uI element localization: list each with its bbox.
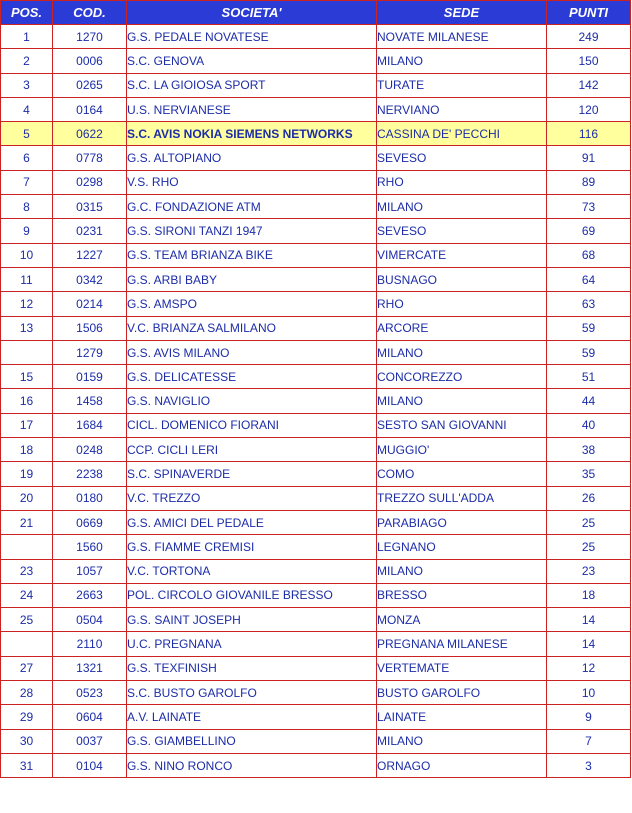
cell-cod: 0231	[53, 219, 127, 243]
cell-cod: 0248	[53, 438, 127, 462]
cell-punti: 18	[547, 583, 631, 607]
cell-societa: G.S. FIAMME CREMISI	[127, 535, 377, 559]
cell-societa: G.S. DELICATESSE	[127, 365, 377, 389]
cell-punti: 26	[547, 486, 631, 510]
cell-cod: 1057	[53, 559, 127, 583]
cell-sede: TURATE	[377, 73, 547, 97]
table-row	[1, 535, 631, 559]
cell-societa: G.S. AMICI DEL PEDALE	[127, 510, 377, 534]
cell-cod: 0342	[53, 267, 127, 291]
cell-cod: 0523	[53, 681, 127, 705]
cell-punti: 142	[547, 73, 631, 97]
table-row	[1, 510, 631, 534]
cell-sede: BUSTO GAROLFO	[377, 681, 547, 705]
cell-societa: G.S. SIRONI TANZI 1947	[127, 219, 377, 243]
table-header	[1, 1, 631, 25]
cell-sede: MILANO	[377, 49, 547, 73]
cell-cod: 0504	[53, 608, 127, 632]
cell-pos: 18	[1, 438, 53, 462]
cell-societa: V.C. BRIANZA SALMILANO	[127, 316, 377, 340]
cell-cod: 0164	[53, 97, 127, 121]
table-row	[1, 122, 631, 146]
cell-punti: 51	[547, 365, 631, 389]
cell-sede: MILANO	[377, 559, 547, 583]
table-row	[1, 632, 631, 656]
cell-sede: MILANO	[377, 195, 547, 219]
cell-pos: 28	[1, 681, 53, 705]
cell-punti: 116	[547, 122, 631, 146]
table-row	[1, 219, 631, 243]
cell-sede: SEVESO	[377, 219, 547, 243]
cell-pos: 24	[1, 583, 53, 607]
cell-pos: 17	[1, 413, 53, 437]
cell-pos: 23	[1, 559, 53, 583]
cell-pos	[1, 340, 53, 364]
table-row	[1, 729, 631, 753]
cell-sede: ORNAGO	[377, 753, 547, 777]
cell-pos: 6	[1, 146, 53, 170]
cell-punti: 68	[547, 243, 631, 267]
cell-sede: LEGNANO	[377, 535, 547, 559]
cell-pos: 20	[1, 486, 53, 510]
cell-cod: 1684	[53, 413, 127, 437]
cell-punti: 35	[547, 462, 631, 486]
cell-punti: 14	[547, 632, 631, 656]
cell-sede: RHO	[377, 292, 547, 316]
cell-punti: 249	[547, 25, 631, 49]
cell-cod: 0604	[53, 705, 127, 729]
cell-societa: G.S. NINO RONCO	[127, 753, 377, 777]
header-row	[1, 1, 631, 25]
header-cod: COD.	[53, 1, 127, 25]
cell-sede: ARCORE	[377, 316, 547, 340]
cell-societa: G.S. SAINT JOSEPH	[127, 608, 377, 632]
cell-societa: S.C. SPINAVERDE	[127, 462, 377, 486]
cell-societa: G.S. TEAM BRIANZA BIKE	[127, 243, 377, 267]
cell-pos: 2	[1, 49, 53, 73]
cell-pos: 16	[1, 389, 53, 413]
cell-punti: 10	[547, 681, 631, 705]
table-row	[1, 583, 631, 607]
cell-pos	[1, 632, 53, 656]
header-punti: PUNTI	[547, 1, 631, 25]
cell-punti: 12	[547, 656, 631, 680]
cell-pos: 29	[1, 705, 53, 729]
cell-societa: G.C. FONDAZIONE ATM	[127, 195, 377, 219]
table-row	[1, 462, 631, 486]
cell-societa: S.C. BUSTO GAROLFO	[127, 681, 377, 705]
table-row	[1, 195, 631, 219]
cell-punti: 25	[547, 535, 631, 559]
cell-cod: 2238	[53, 462, 127, 486]
table-row	[1, 316, 631, 340]
cell-societa: CICL. DOMENICO FIORANI	[127, 413, 377, 437]
table-row	[1, 97, 631, 121]
cell-punti: 25	[547, 510, 631, 534]
header-sede: SEDE	[377, 1, 547, 25]
cell-societa: S.C. LA GIOIOSA SPORT	[127, 73, 377, 97]
cell-sede: SEVESO	[377, 146, 547, 170]
table-row	[1, 705, 631, 729]
cell-cod: 1560	[53, 535, 127, 559]
cell-societa: V.C. TREZZO	[127, 486, 377, 510]
table-row	[1, 340, 631, 364]
cell-sede: PREGNANA MILANESE	[377, 632, 547, 656]
cell-cod: 2663	[53, 583, 127, 607]
cell-societa: U.S. NERVIANESE	[127, 97, 377, 121]
table-row	[1, 389, 631, 413]
cell-cod: 0315	[53, 195, 127, 219]
cell-cod: 1227	[53, 243, 127, 267]
cell-societa: S.C. AVIS NOKIA SIEMENS NETWORKS	[127, 122, 377, 146]
table-body	[1, 25, 631, 778]
cell-punti: 14	[547, 608, 631, 632]
cell-punti: 40	[547, 413, 631, 437]
cell-punti: 91	[547, 146, 631, 170]
cell-punti: 44	[547, 389, 631, 413]
table-row	[1, 681, 631, 705]
table-row	[1, 292, 631, 316]
cell-punti: 64	[547, 267, 631, 291]
cell-pos: 13	[1, 316, 53, 340]
cell-sede: TREZZO SULL'ADDA	[377, 486, 547, 510]
cell-cod: 1506	[53, 316, 127, 340]
table-row	[1, 608, 631, 632]
cell-punti: 63	[547, 292, 631, 316]
cell-punti: 59	[547, 340, 631, 364]
cell-pos: 4	[1, 97, 53, 121]
cell-punti: 73	[547, 195, 631, 219]
table-row	[1, 365, 631, 389]
cell-sede: SESTO SAN GIOVANNI	[377, 413, 547, 437]
cell-sede: RHO	[377, 170, 547, 194]
cell-sede: LAINATE	[377, 705, 547, 729]
cell-societa: A.V. LAINATE	[127, 705, 377, 729]
cell-pos: 12	[1, 292, 53, 316]
cell-punti: 3	[547, 753, 631, 777]
cell-pos: 3	[1, 73, 53, 97]
cell-societa: G.S. AMSPO	[127, 292, 377, 316]
cell-sede: VERTEMATE	[377, 656, 547, 680]
cell-societa: G.S. TEXFINISH	[127, 656, 377, 680]
cell-sede: CONCOREZZO	[377, 365, 547, 389]
table-row	[1, 170, 631, 194]
cell-sede: NOVATE MILANESE	[377, 25, 547, 49]
cell-pos	[1, 535, 53, 559]
table-row	[1, 49, 631, 73]
cell-cod: 2110	[53, 632, 127, 656]
cell-pos: 9	[1, 219, 53, 243]
cell-pos: 21	[1, 510, 53, 534]
table-row	[1, 413, 631, 437]
table-row	[1, 753, 631, 777]
cell-sede: MONZA	[377, 608, 547, 632]
cell-sede: MILANO	[377, 729, 547, 753]
cell-sede: VIMERCATE	[377, 243, 547, 267]
header-societa: SOCIETA'	[127, 1, 377, 25]
cell-societa: CCP. CICLI LERI	[127, 438, 377, 462]
cell-societa: G.S. NAVIGLIO	[127, 389, 377, 413]
table-row	[1, 486, 631, 510]
cell-cod: 0214	[53, 292, 127, 316]
cell-pos: 7	[1, 170, 53, 194]
cell-cod: 0778	[53, 146, 127, 170]
cell-societa: V.S. RHO	[127, 170, 377, 194]
cell-societa: G.S. PEDALE NOVATESE	[127, 25, 377, 49]
cell-sede: MILANO	[377, 389, 547, 413]
cell-sede: NERVIANO	[377, 97, 547, 121]
header-pos: POS.	[1, 1, 53, 25]
cell-cod: 0265	[53, 73, 127, 97]
cell-societa: G.S. AVIS MILANO	[127, 340, 377, 364]
cell-societa: G.S. ALTOPIANO	[127, 146, 377, 170]
cell-cod: 0669	[53, 510, 127, 534]
cell-sede: MUGGIO'	[377, 438, 547, 462]
cell-punti: 9	[547, 705, 631, 729]
cell-punti: 23	[547, 559, 631, 583]
cell-pos: 10	[1, 243, 53, 267]
cell-sede: BUSNAGO	[377, 267, 547, 291]
cell-pos: 1	[1, 25, 53, 49]
cell-sede: PARABIAGO	[377, 510, 547, 534]
table-row	[1, 25, 631, 49]
cell-punti: 69	[547, 219, 631, 243]
cell-cod: 1270	[53, 25, 127, 49]
cell-cod: 0159	[53, 365, 127, 389]
cell-pos: 27	[1, 656, 53, 680]
cell-pos: 11	[1, 267, 53, 291]
table-row	[1, 243, 631, 267]
table-row	[1, 146, 631, 170]
cell-cod: 0006	[53, 49, 127, 73]
cell-societa: G.S. ARBI BABY	[127, 267, 377, 291]
cell-cod: 0622	[53, 122, 127, 146]
table-row	[1, 656, 631, 680]
cell-pos: 31	[1, 753, 53, 777]
cell-pos: 25	[1, 608, 53, 632]
cell-pos: 19	[1, 462, 53, 486]
table-row	[1, 559, 631, 583]
cell-punti: 150	[547, 49, 631, 73]
cell-punti: 59	[547, 316, 631, 340]
cell-cod: 1279	[53, 340, 127, 364]
cell-pos: 15	[1, 365, 53, 389]
cell-sede: CASSINA DE' PECCHI	[377, 122, 547, 146]
cell-cod: 0180	[53, 486, 127, 510]
cell-societa: S.C. GENOVA	[127, 49, 377, 73]
cell-sede: COMO	[377, 462, 547, 486]
cell-cod: 1458	[53, 389, 127, 413]
table-row	[1, 438, 631, 462]
cell-punti: 89	[547, 170, 631, 194]
cell-sede: BRESSO	[377, 583, 547, 607]
cell-sede: MILANO	[377, 340, 547, 364]
cell-punti: 38	[547, 438, 631, 462]
cell-societa: V.C. TORTONA	[127, 559, 377, 583]
cell-pos: 5	[1, 122, 53, 146]
cell-pos: 30	[1, 729, 53, 753]
cell-pos: 8	[1, 195, 53, 219]
cell-societa: U.C. PREGNANA	[127, 632, 377, 656]
cell-cod: 0104	[53, 753, 127, 777]
cell-cod: 0037	[53, 729, 127, 753]
table-row	[1, 73, 631, 97]
cell-punti: 7	[547, 729, 631, 753]
cell-cod: 0298	[53, 170, 127, 194]
table-row	[1, 267, 631, 291]
cell-societa: POL. CIRCOLO GIOVANILE BRESSO	[127, 583, 377, 607]
cell-cod: 1321	[53, 656, 127, 680]
cell-societa: G.S. GIAMBELLINO	[127, 729, 377, 753]
cell-punti: 120	[547, 97, 631, 121]
